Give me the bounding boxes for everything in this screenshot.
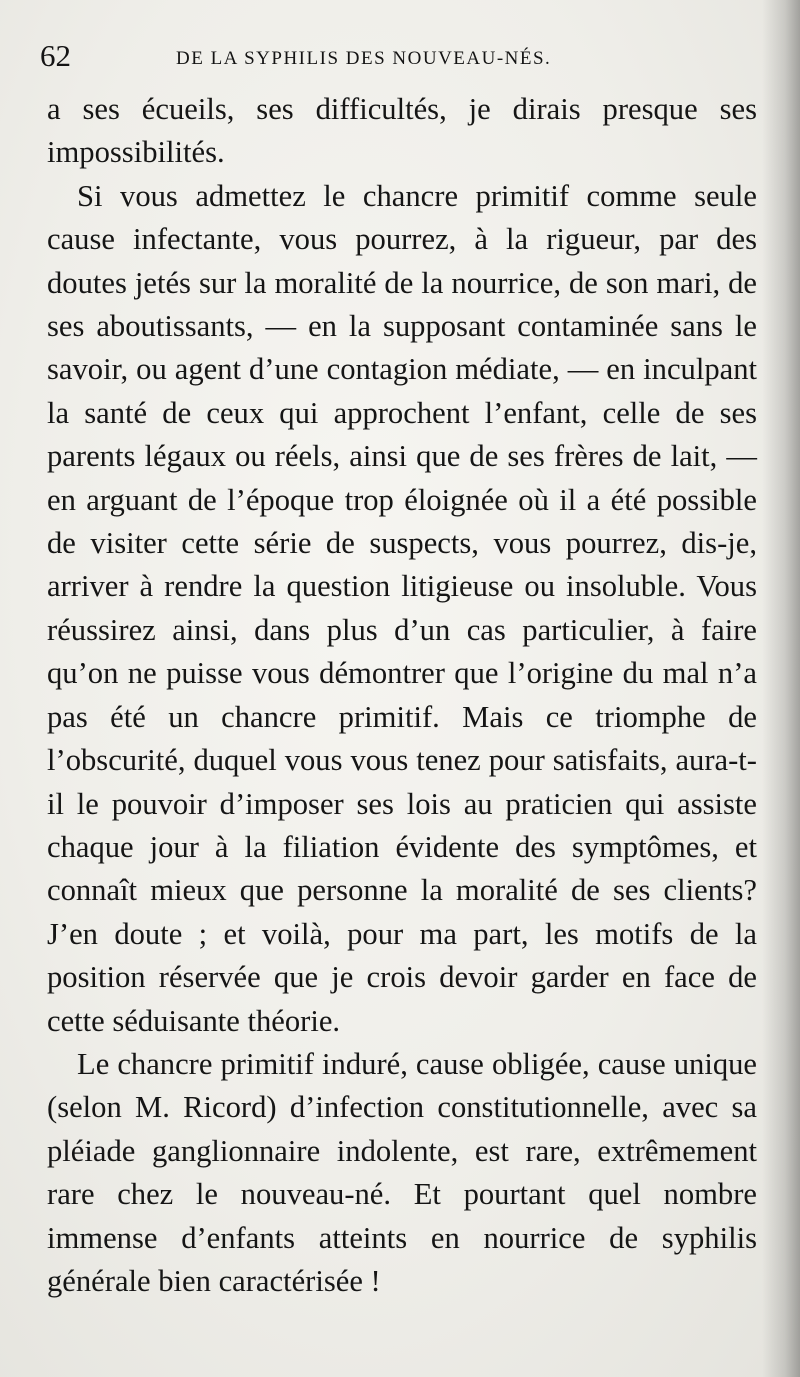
page-header	[36, 38, 764, 82]
paragraph-continuation: a ses écueils, ses difficultés, je dirais presque ses impossibilités.	[47, 92, 757, 170]
page-edge-shadow	[762, 0, 800, 1377]
body-text	[47, 88, 757, 1303]
running-title: DE LA SYPHILIS DES NOUVEAU-NÉS.	[176, 48, 552, 69]
paragraph-chancre-primitif-hypothesis: Si vous admettez le chancre primitif comme seule cause infectante, vous pourrez, à la rigueur, par des doutes jetés sur la moralité de la nourrice, de son mari, de ses aboutissants, — en la supposant contaminée sans le savoir, ou agent d’une contagion médiate, — en inculpant la santé de ceux qui approchent l’enfant, celle de ses parents légaux ou réels, ainsi que de ses frères de lait, — en arguant de l’époque trop éloignée où il a été possible de visiter cette série de suspects, vous pourrez, dis-je, arriver à rendre la question litigieuse ou insoluble. Vous réussirez ainsi, dans plus d’un cas particulier, à faire qu’on ne puisse vous démontrer que l’origine du mal n’a pas été un chancre primitif. Mais ce triomphe de l’obscurité, duquel vous vous tenez pour satisfaits, aura-t-il le pouvoir d’imposer ses lois au praticien qui assiste chaque jour à la filiation évidente des symptômes, et connaît mieux que personne la moralité de ses clients? J’en doute ; et voilà, pour ma part, les motifs de la position réservée que je crois devoir garder en face de cette séduisante théorie.	[47, 178, 757, 1038]
page-number: 62	[40, 38, 71, 73]
paragraph-chancre-induré-rarity: Le chancre primitif induré, cause obligée, cause unique (selon M. Ricord) d’infection constitutionnelle, avec sa pléiade ganglionnaire indolente, est rare, extrêmement rare chez le nouveau-né. Et pourtant quel nombre immense d’enfants atteints en nourrice de syphilis générale bien caractérisée !	[47, 1046, 757, 1298]
